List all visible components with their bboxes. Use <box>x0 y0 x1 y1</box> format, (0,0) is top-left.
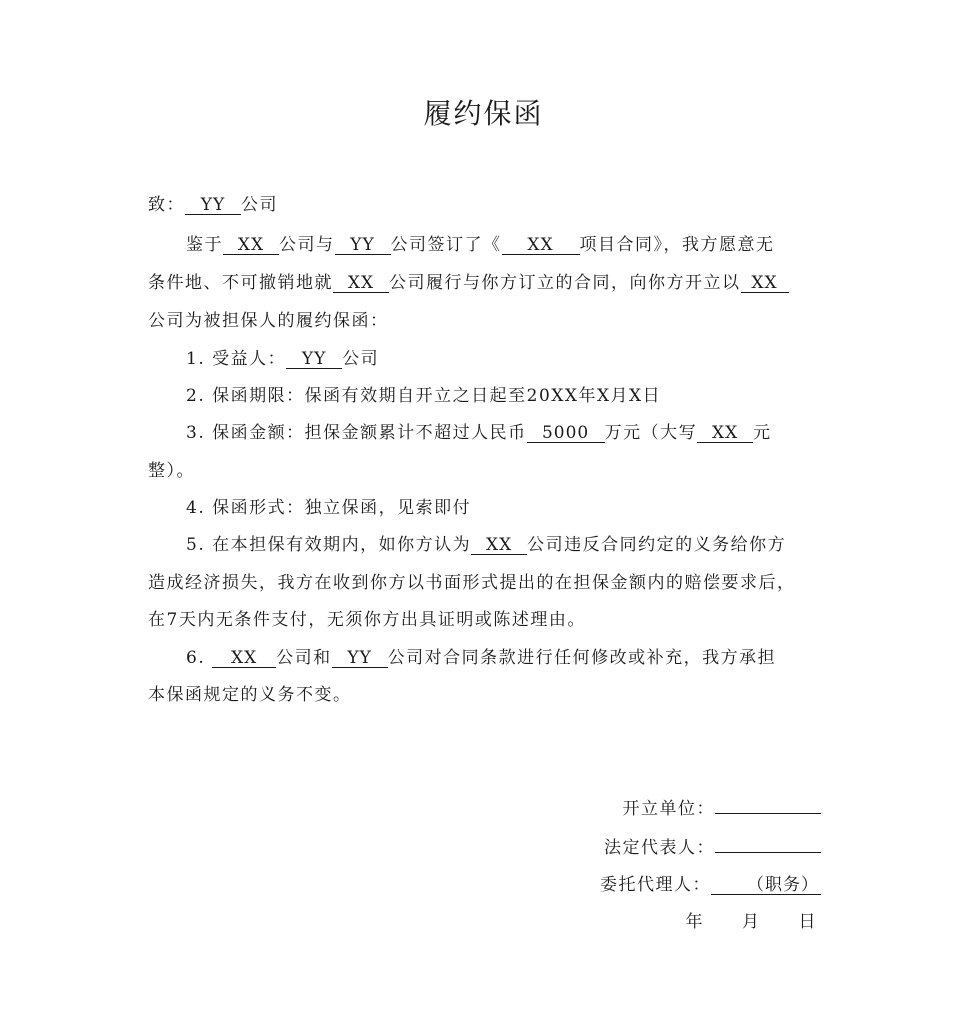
addressee-suffix: 公司 <box>241 195 278 215</box>
item-modification-2: 本保函规定的义务不变。 <box>148 685 352 705</box>
intro-text: 项目合同》，我方愿意无 <box>579 235 775 255</box>
intro-line-1 <box>186 230 775 255</box>
company-field: XX <box>741 274 789 293</box>
legal-rep-label: 法定代表人： <box>604 838 715 858</box>
company-field: XX <box>212 649 276 668</box>
intro-text: 公司签订了《 <box>390 235 502 255</box>
amount-field: 5000 <box>527 424 605 443</box>
agent-title-field: （职务） <box>711 876 821 895</box>
item-text: 公司和 <box>276 648 332 668</box>
issuer-line <box>623 794 822 819</box>
agent-label: 委托代理人： <box>600 875 711 895</box>
item-text: 5. 在本担保有效期内，如你方认为 <box>186 535 472 555</box>
item-text: 公司对合同条款进行任何修改或补充，我方承担 <box>387 648 777 668</box>
document-title: 履约保函 <box>423 97 544 130</box>
intro-text: 鉴于 <box>186 235 223 255</box>
date-line <box>686 907 818 932</box>
item-label: 6. <box>186 648 206 668</box>
issuer-label: 开立单位： <box>622 799 715 819</box>
item-text: 3. 保函金额：担保金额累计不超过人民币 <box>186 423 527 443</box>
addressee-prefix: 致： <box>148 195 185 215</box>
company-field: XX <box>471 536 527 555</box>
date-year: 年 <box>685 912 704 932</box>
item-beneficiary <box>186 344 379 369</box>
company-field: YY <box>332 649 388 668</box>
company-field: XX <box>223 236 279 255</box>
agent-line <box>600 870 821 895</box>
date-month: 月 <box>742 912 761 932</box>
addressee-line <box>148 190 278 215</box>
item-period: 2. 保函期限：保函有效期自开立之日起至20XX年X月X日 <box>186 386 662 406</box>
item-amount <box>186 418 772 443</box>
addressee-name: YY <box>185 196 241 215</box>
item-payment-3: 在7天内无条件支付，无须你方出具证明或陈述理由。 <box>148 610 586 630</box>
legal-rep-line <box>604 833 821 858</box>
company-field: XX <box>333 274 389 293</box>
intro-line-3: 公司为被担保人的履约保函： <box>148 311 389 331</box>
intro-line-2 <box>148 268 789 293</box>
item-amount-cont: 整）。 <box>148 461 195 481</box>
item-text: 公司 <box>342 349 380 369</box>
amount-uppercase-field: XX <box>697 424 753 443</box>
intro-text: 公司履行与你方订立的合同，向你方开立以 <box>389 273 741 293</box>
item-text: 元 <box>753 423 772 443</box>
item-payment-1 <box>186 530 786 555</box>
beneficiary-field: YY <box>286 350 342 369</box>
date-day: 日 <box>798 912 817 932</box>
item-form: 4. 保函形式：独立保函，见索即付 <box>186 498 472 518</box>
intro-text: 条件地、不可撤销地就 <box>148 273 333 293</box>
intro-text: 公司与 <box>279 235 335 255</box>
legal-rep-signature-line <box>715 836 821 853</box>
item-text: 万元（大写 <box>604 423 698 443</box>
item-modification-1 <box>186 643 776 668</box>
company-field: YY <box>335 236 391 255</box>
item-text: 公司违反合同约定的义务给你方 <box>527 535 787 555</box>
item-payment-2: 造成经济损失，我方在收到你方以书面形式提出的在担保金额内的赔偿要求后， <box>148 573 796 593</box>
item-label: 1. 受益人： <box>186 349 287 369</box>
issuer-signature-line <box>715 797 821 814</box>
project-field: XX <box>502 236 580 255</box>
